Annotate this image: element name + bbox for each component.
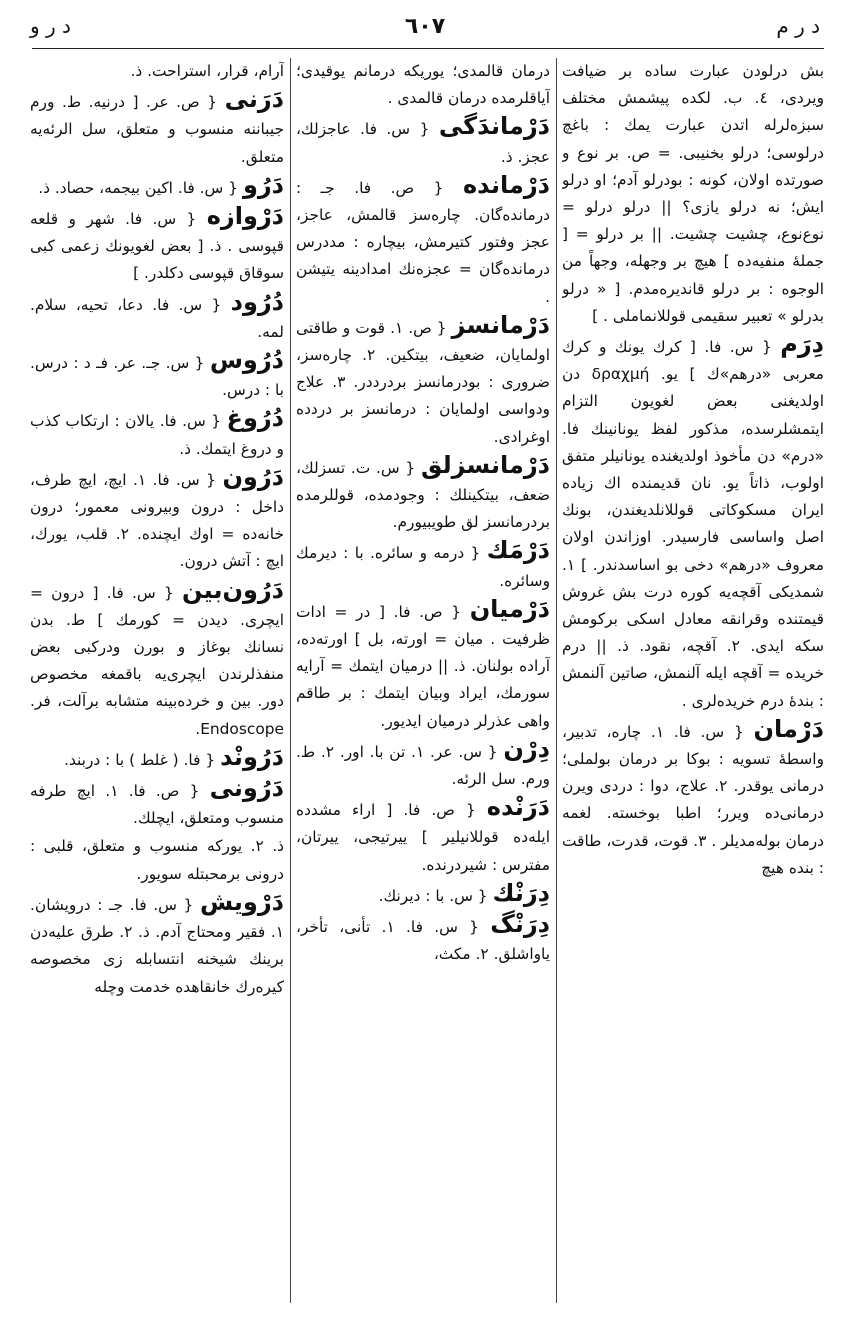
entry-headword: دَرْویش (199, 887, 284, 916)
dictionary-entry (296, 312, 550, 451)
column-middle (296, 58, 550, 1303)
entry-headword: دَرُو (242, 170, 284, 199)
entry-headword: دَرْمانسز (451, 310, 550, 339)
entry-definition: { س. فا. [ درون = ایچری. دیدن = کورمك ] ط. بدن نسانك بوغاز و بورن ودرکبی بعض منفذلرندن ایچری‌یه باقمغه مخصوص دور. بین و خرده‌بینه متشابه برآلت، فر. Endoscope. (30, 583, 284, 738)
entry-headword: دَرْمان (753, 714, 824, 743)
dictionary-entry (30, 775, 284, 832)
dictionary-entry (296, 736, 550, 793)
dictionary-entry (296, 113, 550, 170)
entry-definition: { س. فا. اکین بیجمه، حصاد. ذ. (38, 178, 239, 197)
header-rule (32, 48, 824, 49)
entry-definition: { ص. عر. [ درنیه. ط. ورم جیباننه منسوب و متعلق، سل الرئه‌یه متعلق. (30, 93, 284, 166)
entry-definition: { س. ت. تسزلك، ضعف، بیتکینلك : وجودمده، قوللرمده بردرمانسز‌ لق طویبیورم. (296, 458, 550, 532)
dictionary-entry (296, 452, 550, 537)
dictionary-entry (30, 289, 284, 346)
entry-headword: دَرْمانده (462, 170, 550, 199)
dictionary-entry (296, 172, 550, 311)
entry-definition: { فا. ( غلط ) با : دربند. (64, 750, 216, 769)
entry-headword: دُرُود (230, 287, 284, 316)
entry-headword: دَرُونی (209, 774, 284, 803)
entry-headword: دَرُون‌بین (182, 575, 284, 604)
dictionary-entry (30, 58, 284, 85)
entry-definition: آرام، قرار، استراحت. ذ. (130, 62, 284, 80)
entry-headword: دَرْماندَگی (438, 112, 550, 141)
entry-definition: { ص. فا. [ اراء مشدده ایله‌ده قوللانیلیر ] ییرتیجی، ییرتان، مفترس : شیردرنده. (296, 801, 550, 874)
entry-headword: دُرُوس (209, 346, 284, 375)
entry-headword: دَرُون (222, 462, 284, 491)
header-right-word: د ر م (776, 14, 820, 38)
column-divider (556, 58, 557, 1303)
entry-definition: { ص. فا. جـ : درمانده‌گان. چاره‌سز قالمش، عاجز، عجز وفتور کتیرمش، بیچاره : مددرس درمانده‌گان = عجزه‌نك امدادینه یتیشن . (296, 178, 550, 306)
column-left (30, 58, 284, 1303)
entry-definition: { س. جـ. عر. فـ د : درس. با : درس. (30, 354, 284, 400)
entry-headword: دَرَنی (224, 85, 284, 114)
dictionary-entry (30, 172, 284, 202)
entry-headword: دِرَنْگ (490, 910, 550, 939)
dictionary-entry (30, 86, 284, 171)
entry-definition: { س. با : دیرنك. (378, 886, 488, 905)
entry-definition: { ص. ١. قوت و طاقتی اولمایان، ضعیف، بیتکین. ٢. چاره‌سز، ضروری : بودرمانسز بردرددر. ٣. علاج ودواسی اولمایان : درمانسز بر دردده اوغرادی. (296, 318, 550, 446)
entry-definition: { س. فا. ١. ایچ، ایچ طرف، داخل : درون وبیرونی معمور؛ درون خانه‌ده = اوك ایچنده. ٢. قلب، یورك، ایچ : آتش درون. (30, 470, 284, 571)
entry-headword: دِرَم (780, 330, 824, 359)
dictionary-entry (30, 405, 284, 462)
entry-definition: ذ. ٢. یورکه منسوب و متعلق، قلبی : درونی برمحبتله سویور. (30, 837, 284, 883)
entry-headword: دَرْمیان (469, 594, 550, 623)
entry-definition: { س. عر. ١. تن با. اور. ٢. ط. ورم. سل الرئه. (296, 742, 550, 789)
dictionary-entry (30, 577, 284, 743)
header-left-word: د ر و (30, 14, 71, 38)
dictionary-entry (296, 911, 550, 968)
dictionary-entry (296, 537, 550, 594)
entry-definition: { س. فا. [ کرك یونك و کرك معربی «درهم»ك ] یو. δραχμή دن اولدیغنی بعض لغویون التزام ایتمشلرسده، مذکور لفظ یونانینك فا. «درم» دن مأخوذ اولدیغنده یونانیلر متفق اولوب، ذاتاً یو. نان قدیمنده اك زیاده ایران مسکوکاتی قوللانلدیغندن، بونك اصل واساسی فارسیدر. اوزاندن اولان معروف «درهم» دخی بو اساسدندر. ] ١. شمدیکی آقچه‌یه کوره درت بش غروش قیمتنده وقرانقه معادل اسکی برکومش سکه ایدی. ٢. آقچه، نقود. ذ. || درم خریده = آقچه ایله آلنمش، صاتین آلنمش : بندهٔ درم خریده‌لری . (562, 338, 824, 710)
entry-definition: { س. فا. ١. چاره، تدبیر، واسطهٔ تسویه : بوکا بر درمان بولملی؛ درمانی یوقدر. ٢. علاج، دوا : دردی ویرن درمانی‌ده ویرر؛ اطبا بوخسته. لغمه درمان بوله‌مدیلر . ٣. قوت، قدرت، طاقت : بنده هیچ (562, 722, 824, 877)
entry-definition: درمان قالمدی؛ یوریکه درمانم یوقیدی؛ آیاقلرمده درمان قالمدی . (296, 62, 550, 108)
dictionary-entry (562, 716, 824, 882)
entry-headword: دَرُونْد (220, 742, 284, 771)
column-divider (290, 58, 291, 1303)
entry-definition: بش درلودن عبارت ساده بر ضیافت ویردی، ٤. ب. لکده پیشمش مختلف سبزه‌لرله اتدن عبارت یمك : باغچ درلوسی؛ درلو بخنیبی. = ص. بر نوع و صورتده اولان، کونه : بودرلو آدم؛ او درلو ایش؛ نه درلو یازی؟ || درلو درلو = نوع‌نوع، چشیت چشیت. || بر درلو = [ جملهٔ منفیه‌ده ] هیچ بر وجهله، وجهاً من الوجوه : بر درلو قاندیره‌مدم. [ « درلو بدرلو » تعبیر سقیمی قوللانماملی . ] (562, 62, 824, 325)
entry-definition: { ص. فا. ١. ایچ طرفه منسوب ومتعلق، ایچلك. (30, 782, 284, 828)
entry-definition: { ص. فا. [ در = ادات ظرفیت . میان = اورته، بل ] اورته‌ده، آراده بولنان. ذ. || درمیان ایتمك = آرایه سورمك، ایراد وبیان ایتمك : بر طاقم واهی عذرلر درمیان ایدیور. (296, 602, 550, 730)
entry-headword: دَرْمانسزلق (420, 450, 550, 479)
dictionary-entry (562, 58, 824, 330)
entry-definition: { س. فا. عاجزلك، عجز. ذ. (296, 120, 550, 166)
entry-headword: دِرْن (503, 734, 550, 763)
entry-definition: { س. فا. شهر و قلعه قپوسی . ذ. [ بعض لغویونك زعمی کبی سوقاق قپوسی دکلدر. ] (30, 210, 284, 283)
column-right (562, 58, 824, 1303)
dictionary-entry (296, 596, 550, 735)
entry-definition: { درمه و سائره. با : دیرمك وسائره. (296, 544, 550, 590)
entry-definition: { س. فا. جـ : درویشان. ١. فقیر ومحتاج آدم. ذ. ٢. طرق علیه‌دن برینك شیخنه انتسابله زی مخصوصه کیره‌رك خانقاهده خدمت وچله (30, 895, 284, 996)
entry-headword: دُرُوغ (226, 404, 284, 433)
entry-definition: { س. فا. یالان : ارتکاب کذب و دروغ ایتمك. ذ. (30, 412, 284, 458)
dictionary-entry (30, 744, 284, 774)
dictionary-entry (296, 880, 550, 910)
entry-headword: دَرْوازه (206, 202, 284, 231)
entry-headword: دَرَنْده (486, 793, 550, 822)
dictionary-entry (296, 58, 550, 112)
entry-headword: دَرْمَك (486, 536, 550, 565)
dictionary-entry (30, 347, 284, 404)
dictionary-entry (30, 833, 284, 887)
entry-definition: { س. فا. ١. تأنی، تأخر، یاواشلق. ٢. مکث، (296, 918, 550, 964)
entry-definition: { س. فا. دعا، تحیه، سلام. لمه. (30, 295, 284, 341)
dictionary-entry (30, 464, 284, 576)
dictionary-entry (296, 794, 550, 879)
dictionary-entry (562, 331, 824, 715)
page-header (30, 14, 820, 44)
page-number: ٦٠٧ (404, 14, 446, 39)
entry-headword: دِرَنْك (492, 878, 550, 907)
dictionary-entry (30, 203, 284, 288)
dictionary-entry (30, 889, 284, 1001)
